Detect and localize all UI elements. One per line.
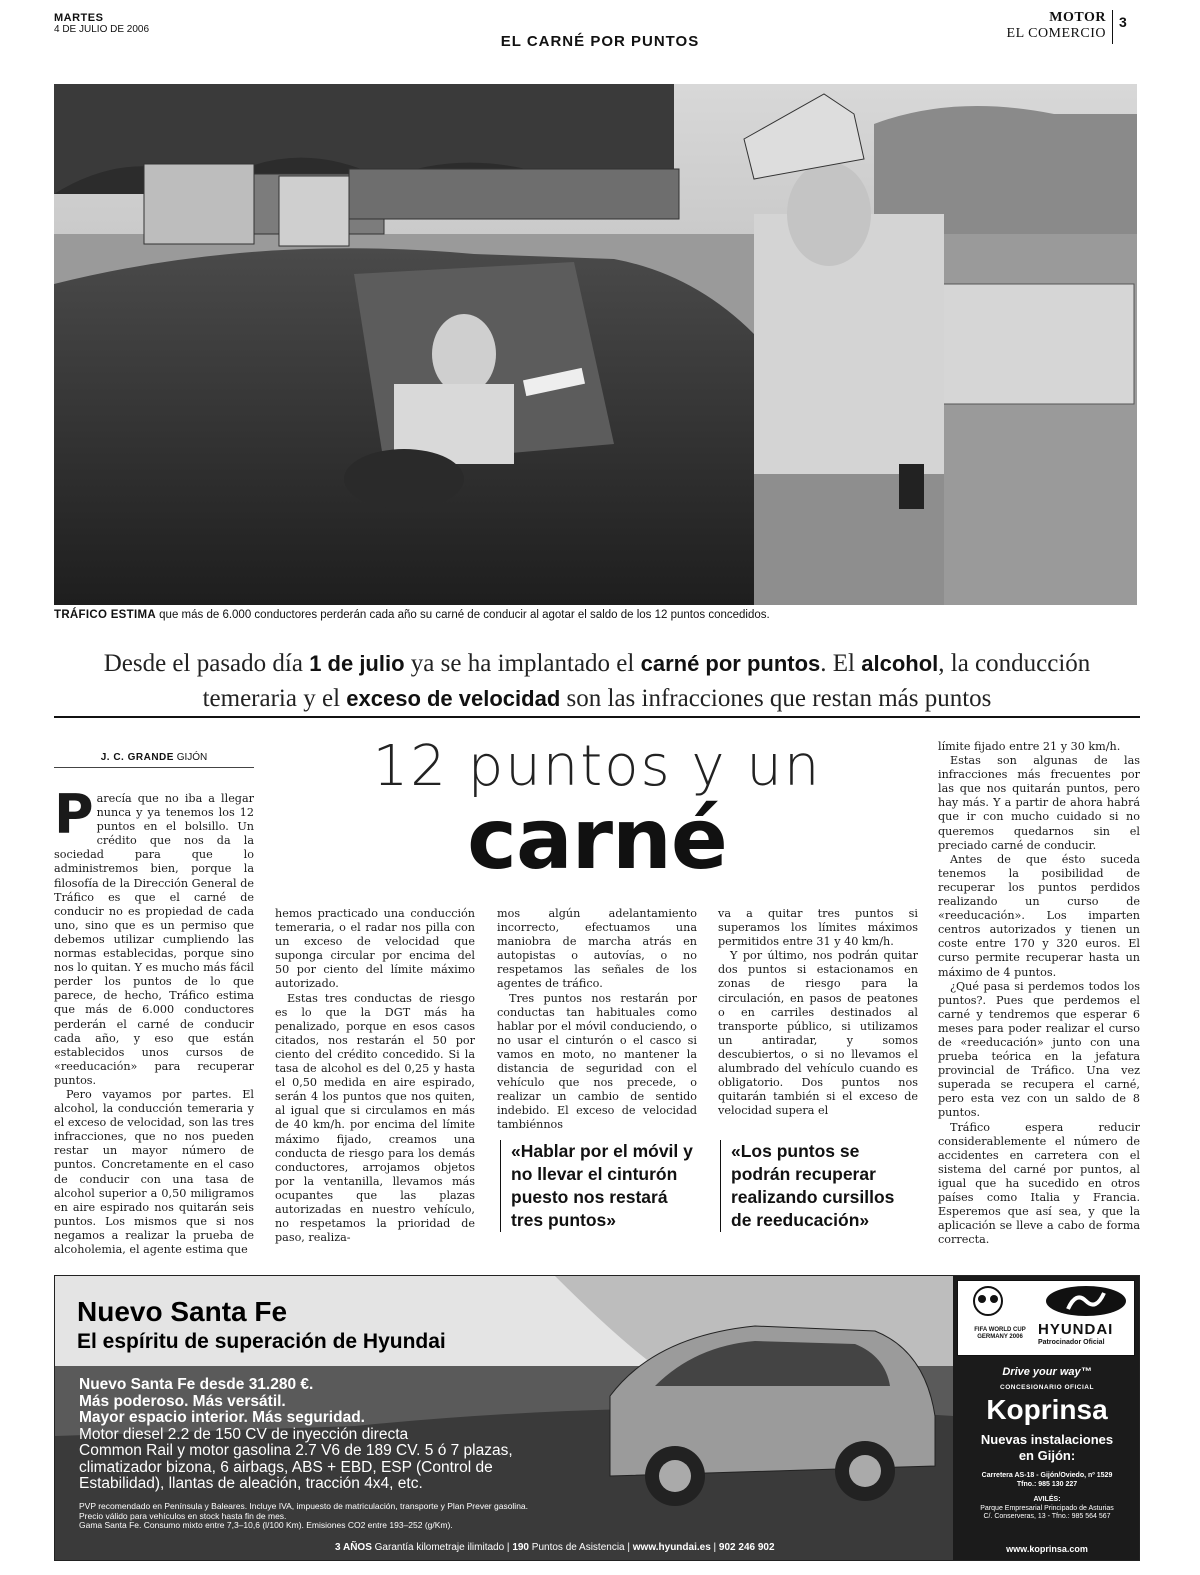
article-column-5 bbox=[938, 740, 1140, 1250]
article-deck bbox=[54, 646, 1140, 716]
paragraph: Y por último, nos podrán quitar dos puntos si estacionamos en zonas de riesgo para la circulación, en pasos de peatones o en carriles destinados al transporte público, si utilizamos un antiradar, y somos descubiertos, o si no llevamos el alumbrado del vehículo cuando es obligatorio. Dos puntos nos quitarán también si el exceso de velocidad supera el bbox=[718, 949, 918, 1118]
paragraph: Antes de que ésto suceda tenemos la posibilidad de recuperar los puntos perdidos realizando un curso de «reeducación». Los imparten centros autorizados y tienen un coste entre 170 y 320 euros. El curso permite recuperar hasta un máximo de 4 puntos. bbox=[938, 852, 1140, 979]
ad-foot-points-number: 190 bbox=[512, 1542, 529, 1553]
deck-text: Desde el pasado día bbox=[103, 650, 310, 677]
caption-lead: TRÁFICO ESTIMA bbox=[54, 609, 156, 621]
article-column-4 bbox=[718, 907, 918, 1117]
fine-print-line: PVP recomendado en Península y Baleares. Incluye IVA, impuesto de matriculación, transporte y Plan Prever gasolina. bbox=[79, 1501, 529, 1511]
article-column-1 bbox=[54, 783, 254, 1256]
caption-text: que más de 6.000 conductores perderán cada año su carné de conducir al agotar el saldo de los 12 puntos concedidos. bbox=[159, 609, 770, 621]
section-title: EL CARNÉ POR PUNTOS bbox=[500, 33, 700, 50]
byline-author: J. C. GRANDE bbox=[100, 752, 174, 763]
page-header-left bbox=[54, 12, 149, 35]
address-line: Carretera AS-18 - Gijón/Oviedo, nº 1529 bbox=[981, 1472, 1113, 1479]
ad-foot-years: 3 AÑOS bbox=[335, 1542, 372, 1553]
deck-highlight: exceso de velocidad bbox=[346, 686, 561, 711]
deck-text: son las infracciones que restan más puntos bbox=[560, 685, 992, 712]
article-title-line2: carné bbox=[467, 790, 727, 888]
deck-highlight: carné por puntos bbox=[640, 651, 821, 676]
ad-foot-website[interactable]: www.hyundai.es bbox=[632, 1542, 711, 1553]
deck-text: ya se ha implantado el bbox=[404, 650, 641, 677]
paragraph: Tres puntos nos restarán por conductas tan habituales como hablar por el móvil conduciendo, o no usar el cinturón o el casco si vamos en moto, no mantener la distancia de seguridad con el vehículo que nos precede, o realizar un cambio de sentido indebido. El exceso de velocidad tambiénnos bbox=[497, 991, 697, 1132]
new-facilities-text: Nuevas instalaciones bbox=[980, 1432, 1114, 1447]
photo-traffic-stop-illustration bbox=[54, 84, 1137, 605]
paragraph: mos algún adelantamiento incorrecto, efectuamos una maniobra de marcha atrás en autopistas o autovías, o no respetamos las señales de los agentes de tráfico. bbox=[497, 907, 697, 991]
ad-foot-warranty: Garantía kilometraje ilimitado bbox=[374, 1542, 505, 1553]
ad-feature-list bbox=[79, 1377, 513, 1493]
new-facilities-city: en Gijón: bbox=[1018, 1448, 1076, 1463]
ad-foot-phone: 902 246 902 bbox=[718, 1542, 775, 1553]
deck-divider bbox=[54, 716, 1140, 718]
brand-slogan: Drive your way™ bbox=[1002, 1366, 1092, 1378]
fine-print-line: Gama Santa Fe. Consumo mixto entre 7,3–10,6 (l/100 Km). Emisiones CO2 entre 193–252 (g/Km). bbox=[79, 1520, 453, 1531]
paragraph: ¿Qué pasa si perdemos todos los puntos?. Pues que perdemos el carné y tendremos que esperar 6 meses para poder realizar el curso de «reeducación» junto con una prueba teórica en la jefatura provincial de Tráfico. Una vez superada se recupera el carné, pero esta vez con un saldo de 8 puntos. bbox=[938, 979, 1140, 1120]
header-divider bbox=[1112, 10, 1113, 44]
deck-highlight: 1 de julio bbox=[309, 651, 405, 676]
ad-feature-line: Motor diesel 2.2 de 150 CV de inyección directa bbox=[79, 1425, 409, 1443]
dealer-address-gijon bbox=[953, 1472, 1140, 1489]
address-line: C/. Conserveras, 13 - Tfno.: 985 564 567 bbox=[983, 1513, 1111, 1520]
dealer-name: Koprinsa bbox=[986, 1394, 1108, 1425]
brand-name: HYUNDAI bbox=[1038, 1321, 1114, 1338]
photo-caption bbox=[54, 609, 1144, 621]
byline bbox=[54, 752, 254, 768]
hyundai-advertisement[interactable] bbox=[54, 1275, 1140, 1561]
ad-feature-line: Common Rail y motor gasolina 2.7 V6 de 189 CV. 5 ó 7 plazas, bbox=[79, 1442, 513, 1459]
deck-text: , la conducción temeraria y el bbox=[202, 650, 1091, 712]
paragraph: Estas son algunas de las infracciones más frecuentes por las que nos quitarán puntos, pero hay más. Y a partir de ahora habrá que ir con mucho cuidado si no queremos quedarnos sin el preciado carné de conducir. bbox=[938, 754, 1140, 852]
article-title-line1: 12 puntos y un bbox=[372, 734, 822, 799]
address-line: Parque Empresarial Principado de Asturias bbox=[980, 1504, 1114, 1512]
ad-title: Nuevo Santa Fe bbox=[77, 1296, 288, 1327]
sponsor-label: Patrocinador Oficial bbox=[1038, 1339, 1105, 1346]
ad-feature-line: climatizador bizona, 6 airbags, ABS + EBD, ESP (Control de bbox=[79, 1458, 493, 1476]
dealer-website[interactable]: www.koprinsa.com bbox=[1006, 1544, 1088, 1554]
page-header-right bbox=[1007, 10, 1106, 42]
pull-quote-2: «Los puntos se podrán recuperar realizando cursillos de reeducación» bbox=[720, 1140, 910, 1232]
paragraph: va a quitar tres puntos si superamos los límites máximos permitidos entre 31 y 40 km/h. bbox=[718, 907, 918, 949]
issue-day: MARTES bbox=[54, 12, 104, 24]
concession-label: CONCESIONARIO OFICIAL bbox=[1000, 1384, 1094, 1391]
ad-foot-points: Puntos de Asistencia bbox=[531, 1542, 625, 1553]
pull-quote-1: «Hablar por el móvil y no llevar el cinturón puesto nos restará tres puntos» bbox=[500, 1140, 700, 1232]
ad-footer: 3 AÑOS Garantía kilometraje ilimitado | 190 Puntos de Asistencia | www.hyundai.es | 902 246 902 bbox=[335, 1542, 775, 1553]
ad-feature-line: Más poderoso. Más versátil. bbox=[79, 1392, 286, 1410]
paragraph: Pero vayamos por partes. El alcohol, la conducción temeraria y el exceso de velocidad, son las tres infracciones, que no nos pueden restar un mayor número de puntos. Concretamente en el caso de conducir con una tasa de alcohol superior a 0,50 miligramos en aire espirado nos quitarán seis puntos. Los mismos que si nos negamos a realizar la prueba de alcoholemia, el agente estima que bbox=[54, 1087, 254, 1256]
sponsor-logo-box bbox=[957, 1280, 1135, 1356]
ad-feature-line: Mayor espacio interior. Más seguridad. bbox=[79, 1409, 365, 1426]
paragraph: hemos practicado una conducción temeraria, o el radar nos pilla con un exceso de velocidad que suponga circular por encima del 50 por ciento del límite máximo autorizado. bbox=[275, 907, 475, 991]
ad-subtitle: El espíritu de superación de Hyundai bbox=[77, 1330, 446, 1353]
article-column-3 bbox=[497, 907, 697, 1132]
ad-price-line: Nuevo Santa Fe desde 31.280 €. bbox=[79, 1376, 314, 1393]
dealer-new-facilities bbox=[953, 1432, 1140, 1464]
dealer-panel bbox=[953, 1276, 1140, 1561]
lead-photo bbox=[54, 84, 1137, 605]
address-city: AVILÉS: bbox=[1033, 1496, 1061, 1503]
dealer-address-aviles bbox=[953, 1496, 1140, 1522]
deck-highlight: alcohol bbox=[861, 651, 939, 676]
issue-date: 4 DE JULIO DE 2006 bbox=[54, 24, 150, 35]
paragraph: arecía que no iba a llegar nunca y ya tenemos los 12 puntos en el bolsillo. Un crédito que nos da la sociedad para que lo administremos bien, porque la filosofía de la Dirección General de Tráfico es que el carné de conducir no es propiedad de cada uno, sino que es un permiso que debemos utilizar cumpliendo las normas establecidas, porque sino nos lo quitan. Y es mucho más fácil perder los puntos de lo que parece, de hecho, Tráfico estima que más de 6.000 conductores perderán el carné de conducir cada año, y eso que están establecidos unos cursos de «reeducación» para recuperar puntos. bbox=[54, 792, 254, 1087]
address-phone: Tfno.: 985 130 227 bbox=[1016, 1480, 1078, 1488]
paragraph: Tráfico espera reducir considerablemente el número de accidentes en carretera con el sistema del carné por puntos, al igual que ha sucedido en otros países como Italia y Francia. Esperemos que así sea, y que la aplicación se lleve a cabo de forma correcta. bbox=[938, 1120, 1140, 1247]
worldcup-label: FIFA WORLD CUP GERMANY 2006 bbox=[974, 1327, 1026, 1340]
ad-feature-line: Estabilidad), llantas de aleación, tracción 4x4, etc. bbox=[79, 1475, 423, 1492]
paragraph: Estas tres conductas de riesgo es lo que la DGT más ha penalizado, porque en esos casos citados, nos restarán el 50 por ciento del crédito concedido. Si la tasa de alcohol es del 0,25 y hasta el 0,50 medida en aire espirado, serán 4 los puntos que nos quiten, al igual que si circulamos en más de 40 km/h. por encima del límite máximo fijado, creamos una conducta de riesgo para los demás conductores, arrojamos objetos por la ventanilla, llevamos más ocupantes que las plazas autorizadas en nuestro vehículo, no respetamos la prioridad de paso, realiza- bbox=[275, 991, 475, 1245]
section-name: MOTOR bbox=[1049, 10, 1106, 25]
hyundai-logo-icon bbox=[958, 1281, 1134, 1321]
fine-print-line: Precio válido para vehículos en stock hasta fin de mes. bbox=[79, 1510, 287, 1521]
deck-text: . El bbox=[820, 650, 862, 677]
drop-cap: P bbox=[54, 783, 94, 846]
byline-city: GIJÓN bbox=[176, 752, 208, 763]
ad-fine-print bbox=[79, 1502, 528, 1531]
article-column-2 bbox=[275, 907, 475, 1247]
page-number: 3 bbox=[1119, 14, 1127, 30]
paragraph: límite fijado entre 21 y 30 km/h. bbox=[938, 740, 1121, 753]
publication-name: EL COMERCIO bbox=[1006, 26, 1106, 41]
